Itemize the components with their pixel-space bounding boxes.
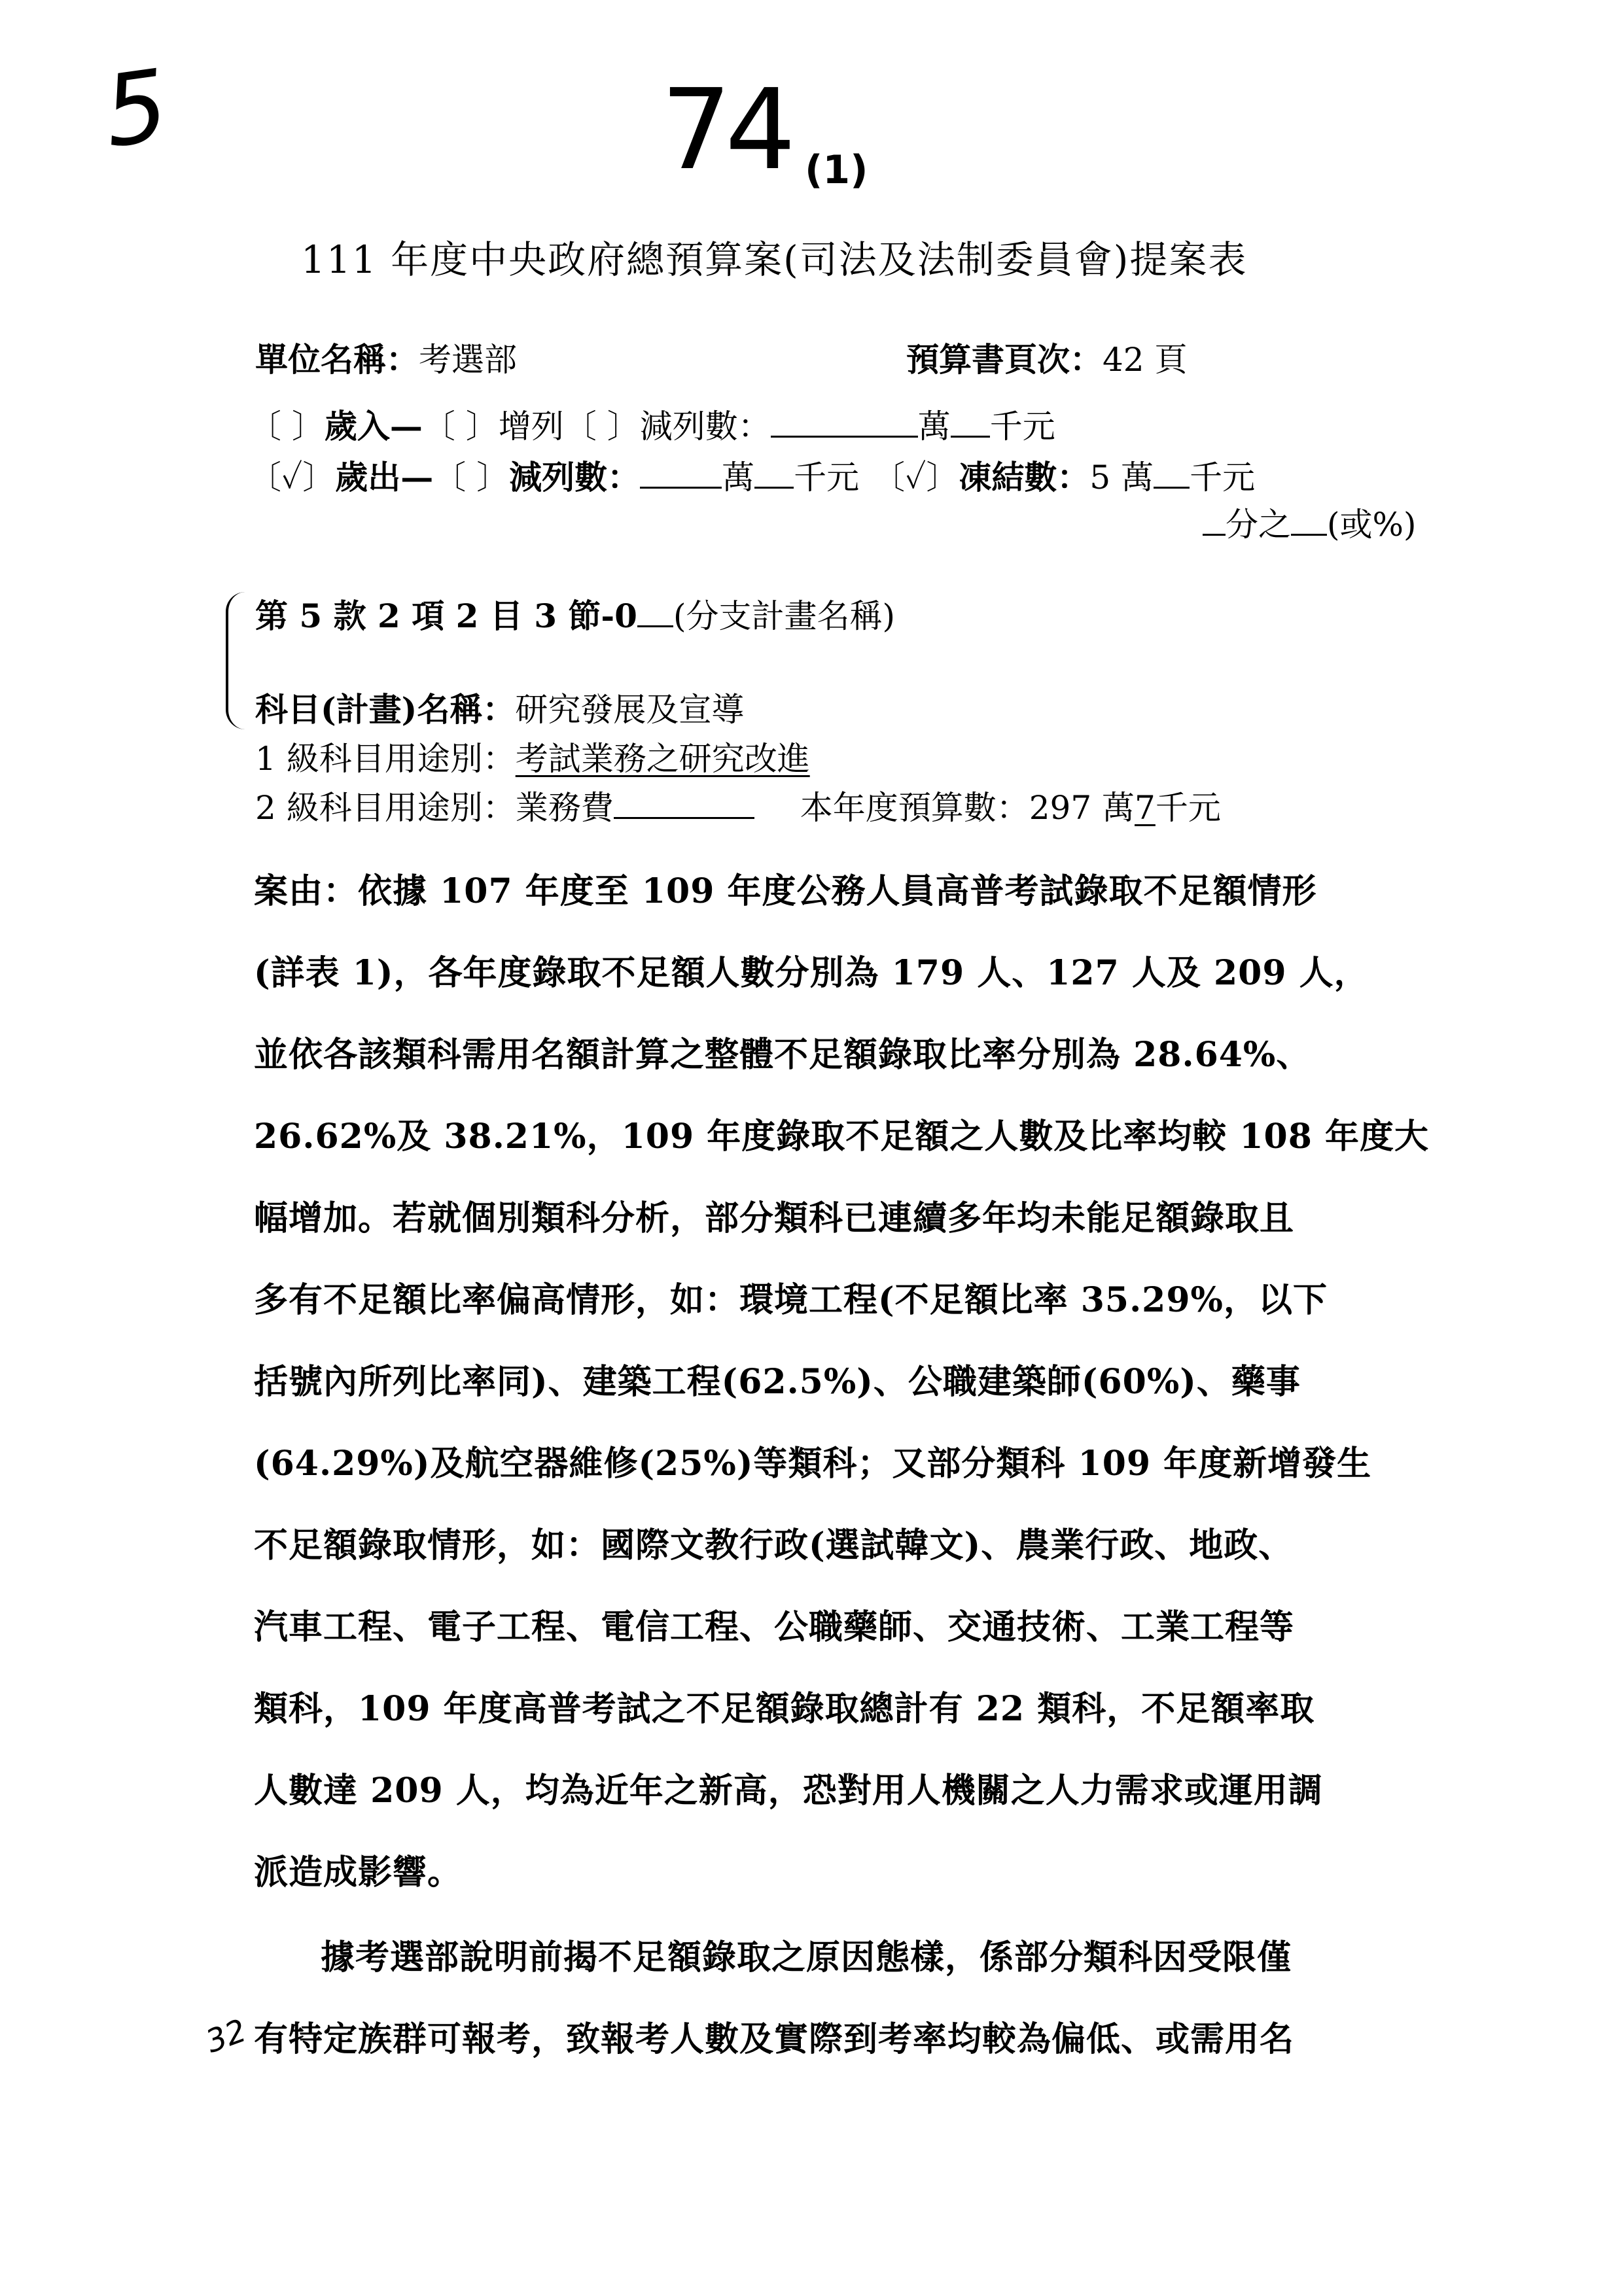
subject-label: 科目(計畫)名稱： bbox=[255, 690, 516, 729]
expense-label: 歲出— bbox=[335, 458, 434, 496]
body-line-8: (64.29%)及航空器維修(25%)等類科；又部分類科 109 年度新增發生 bbox=[254, 1444, 1372, 1484]
handwritten-sub: (1) bbox=[805, 147, 868, 193]
body-line-11: 類科，109 年度高普考試之不足額錄取總計有 22 類科，不足額率取 bbox=[254, 1689, 1315, 1729]
body-line-13: 派造成影響。 bbox=[254, 1852, 463, 1892]
blank-field bbox=[1291, 505, 1327, 536]
body-line-2: (詳表 1)，各年度錄取不足額人數分別為 179 人、127 人及 209 人， bbox=[254, 953, 1369, 993]
revenue-box: 〔 〕 bbox=[249, 408, 325, 445]
blank-field bbox=[754, 458, 794, 489]
body-line-3: 並依各該類科需用名額計算之整體不足額錄取比率分別為 28.64%、 bbox=[254, 1035, 1311, 1075]
level1-line bbox=[255, 733, 810, 780]
blank-field bbox=[614, 788, 754, 819]
unit-value: 考選部 bbox=[419, 341, 517, 379]
unit-field bbox=[255, 334, 517, 381]
freeze-value: 5 萬 bbox=[1089, 459, 1154, 496]
level2-value: 業務費 bbox=[515, 789, 614, 827]
blank-field bbox=[640, 458, 722, 489]
decrease-box: 〔 〕 bbox=[433, 459, 510, 496]
expense-box: 〔✓〕 bbox=[249, 459, 336, 496]
body-line-15: 有特定族群可報考，致報考人數及實際到考率均較為偏低、或需用名 bbox=[254, 2019, 1295, 2059]
margin-note: 32 bbox=[201, 2012, 251, 2061]
budget-value: 7 bbox=[1135, 789, 1156, 827]
body-line-4: 26.62%及 38.21%，109 年度錄取不足額之人數及比率均較 108 年度大 bbox=[254, 1117, 1429, 1157]
expense-line bbox=[249, 451, 1255, 498]
wan-unit: 萬 bbox=[722, 459, 755, 496]
budget-label: 本年度預算數：297 萬 bbox=[800, 789, 1135, 827]
revenue-line bbox=[249, 400, 1055, 447]
qian-unit: 千元 bbox=[1190, 459, 1256, 496]
freeze-box: 〔✓〕 bbox=[872, 459, 959, 496]
increase-label: 增列 bbox=[498, 408, 564, 445]
body-line-1: 案由：依據 107 年度至 109 年度公務人員高普考試錄取不足額情形 bbox=[254, 871, 1317, 911]
level1-value: 考試業務之研究改進 bbox=[515, 740, 810, 778]
percent-label: (或%) bbox=[1327, 506, 1417, 544]
bracket-mark bbox=[226, 592, 248, 729]
increase-box: 〔 〕 bbox=[422, 408, 499, 445]
body-line-14: 據考選部說明前揭不足額錄取之原因態樣，係部分類科因受限僅 bbox=[321, 1938, 1292, 1977]
subject-line bbox=[255, 684, 744, 731]
section-line bbox=[255, 590, 895, 637]
body-line-7: 括號內所列比率同)、建築工程(62.5%)、公職建築師(60%)、藥事 bbox=[254, 1362, 1301, 1402]
wan-unit: 萬 bbox=[917, 408, 951, 445]
level1-label: 1 級科目用途別： bbox=[255, 740, 516, 778]
page-title: 111 年度中央政府總預算案(司法及法制委員會)提案表 bbox=[301, 237, 1248, 282]
page-ref bbox=[906, 334, 1188, 381]
blank-field bbox=[771, 407, 918, 438]
blank-field bbox=[1154, 458, 1190, 489]
blank-field bbox=[1203, 505, 1226, 536]
unit-label: 單位名稱： bbox=[255, 340, 419, 379]
level2-label: 2 級科目用途別： bbox=[255, 789, 516, 827]
blank-field bbox=[951, 407, 990, 438]
subject-value: 研究發展及宣導 bbox=[515, 691, 745, 729]
fraction-line bbox=[1203, 498, 1417, 546]
section-number: 第 5 款 2 項 2 目 3 節-0 bbox=[255, 597, 637, 635]
body-line-12: 人數達 209 人，均為近年之新高，恐對用人機關之人力需求或運用調 bbox=[254, 1771, 1323, 1811]
level2-line bbox=[255, 782, 1221, 829]
body-line-6: 多有不足額比率偏高情形，如：環境工程(不足額比率 35.29%，以下 bbox=[254, 1280, 1328, 1320]
qian-unit: 千元 bbox=[794, 459, 860, 496]
decrease-label: 減列數： bbox=[509, 458, 641, 496]
body-line-5: 幅增加。若就個別類科分析，部分類科已連續多年均未能足額錄取且 bbox=[254, 1198, 1295, 1238]
body-line-10: 汽車工程、電子工程、電信工程、公職藥師、交通技術、工業工程等 bbox=[254, 1607, 1295, 1647]
budget-unit: 千元 bbox=[1155, 789, 1221, 827]
body-line-9: 不足額錄取情形，如：國際文教行政(選試韓文)、農業行政、地政、 bbox=[254, 1525, 1294, 1565]
handwritten-number: 74 bbox=[661, 65, 790, 195]
page-label: 預算書頁次： bbox=[906, 340, 1103, 379]
freeze-label: 凍結數： bbox=[959, 458, 1090, 496]
section-note: (分支計畫名稱) bbox=[673, 597, 895, 635]
blank-field bbox=[637, 597, 673, 627]
decrease-box: 〔 〕 bbox=[563, 408, 640, 445]
page-mark: 5 bbox=[97, 48, 175, 170]
fraction-label: 分之 bbox=[1226, 506, 1291, 544]
page-value: 42 頁 bbox=[1103, 341, 1188, 379]
decrease-label: 減列數： bbox=[639, 408, 771, 445]
qian-unit: 千元 bbox=[989, 408, 1055, 445]
revenue-label: 歲入— bbox=[324, 407, 423, 445]
